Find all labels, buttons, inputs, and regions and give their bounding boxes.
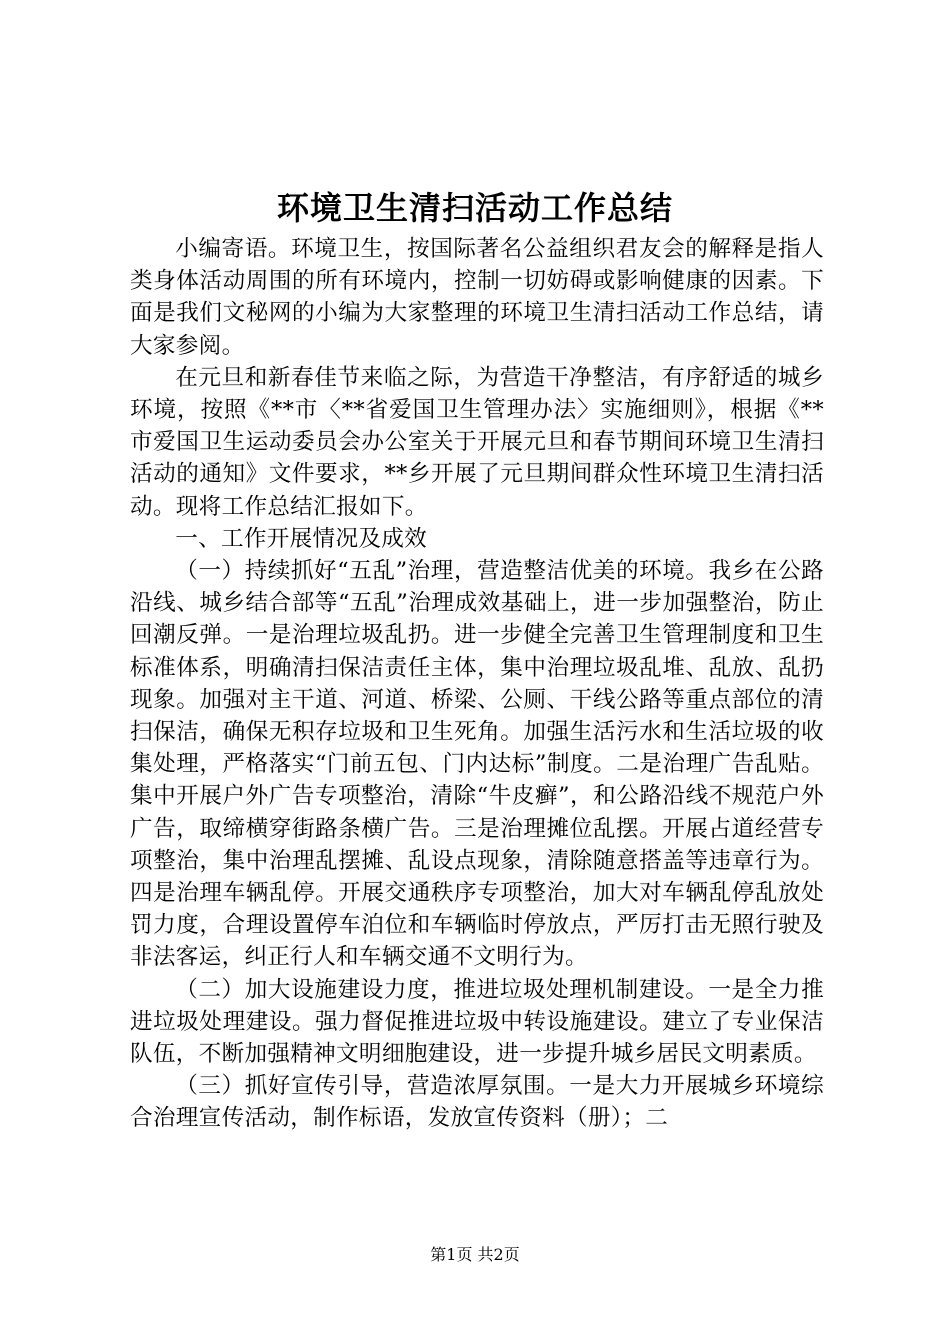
section-heading-1: 一、工作开展情况及成效	[175, 525, 428, 552]
paragraph-section-1-3: （三）抓好宣传引导，营造浓厚氛围。一是大力开展城乡环境综合治理宣传活动，制作标语，发放宣传资料（册）；二	[130, 1073, 824, 1132]
page-footer: 第1页 共2页	[430, 1245, 520, 1264]
paragraph-section-1-2: （二）加大设施建设力度，推进垃圾处理机制建设。一是全力推进垃圾处理建设。强力督促推进垃圾中转设施建设。建立了专业保洁队伍，不断加强精神文明细胞建设，进一步提升城乡居民文明素质。	[130, 976, 824, 1068]
paragraph-background: 在元旦和新春佳节来临之际，为营造干净整洁，有序舒适的城乡环境，按照《**市〈**省爱国卫生管理办法〉实施细则》，根据《**市爱国卫生运动委员会办公室关于开展元旦和春节期间环境卫生清扫活动的通知》文件要求，**乡开展了元旦期间群众性环境卫生清扫活动。现将工作总结汇报如下。	[130, 364, 824, 520]
paragraph-intro: 小编寄语。环境卫生，按国际著名公益组织君友会的解释是指人类身体活动周围的所有环境内，控制一切妨碍或影响健康的因素。下面是我们文秘网的小编为大家整理的环境卫生清扫活动工作总结，请大家参阅。	[130, 236, 824, 359]
paragraph-section-1-1: （一）持续抓好“五乱”治理，营造整洁优美的环境。我乡在公路沿线、城乡结合部等“五乱”治理成效基础上，进一步加强整治，防止回潮反弹。一是治理垃圾乱扔。进一步健全完善卫生管理制度和卫生标准体系，明确清扫保洁责任主体，集中治理垃圾乱堆、乱放、乱扔现象。加强对主干道、河道、桥梁、公厕、干线公路等重点部位的清扫保洁，确保无积存垃圾和卫生死角。加强生活污水和生活垃圾的收集处理，严格落实“门前五包、门内达标”制度。二是治理广告乱贴。集中开展户外广告专项整治，清除“牛皮癣”，和公路沿线不规范户外广告，取缔横穿街路条横广告。三是治理摊位乱摆。开展占道经营专项整治，集中治理乱摆摊、乱设点现象，清除随意搭盖等违章行为。四是治理车辆乱停。开展交通秩序专项整治，加大对车辆乱停乱放处罚力度，合理设置停车泊位和车辆临时停放点，严厉打击无照行驶及非法客运，纠正行人和车辆交通不文明行为。	[130, 558, 824, 971]
document-body	[130, 233, 824, 1135]
document-title: 环境卫生清扫活动工作总结	[276, 189, 673, 227]
